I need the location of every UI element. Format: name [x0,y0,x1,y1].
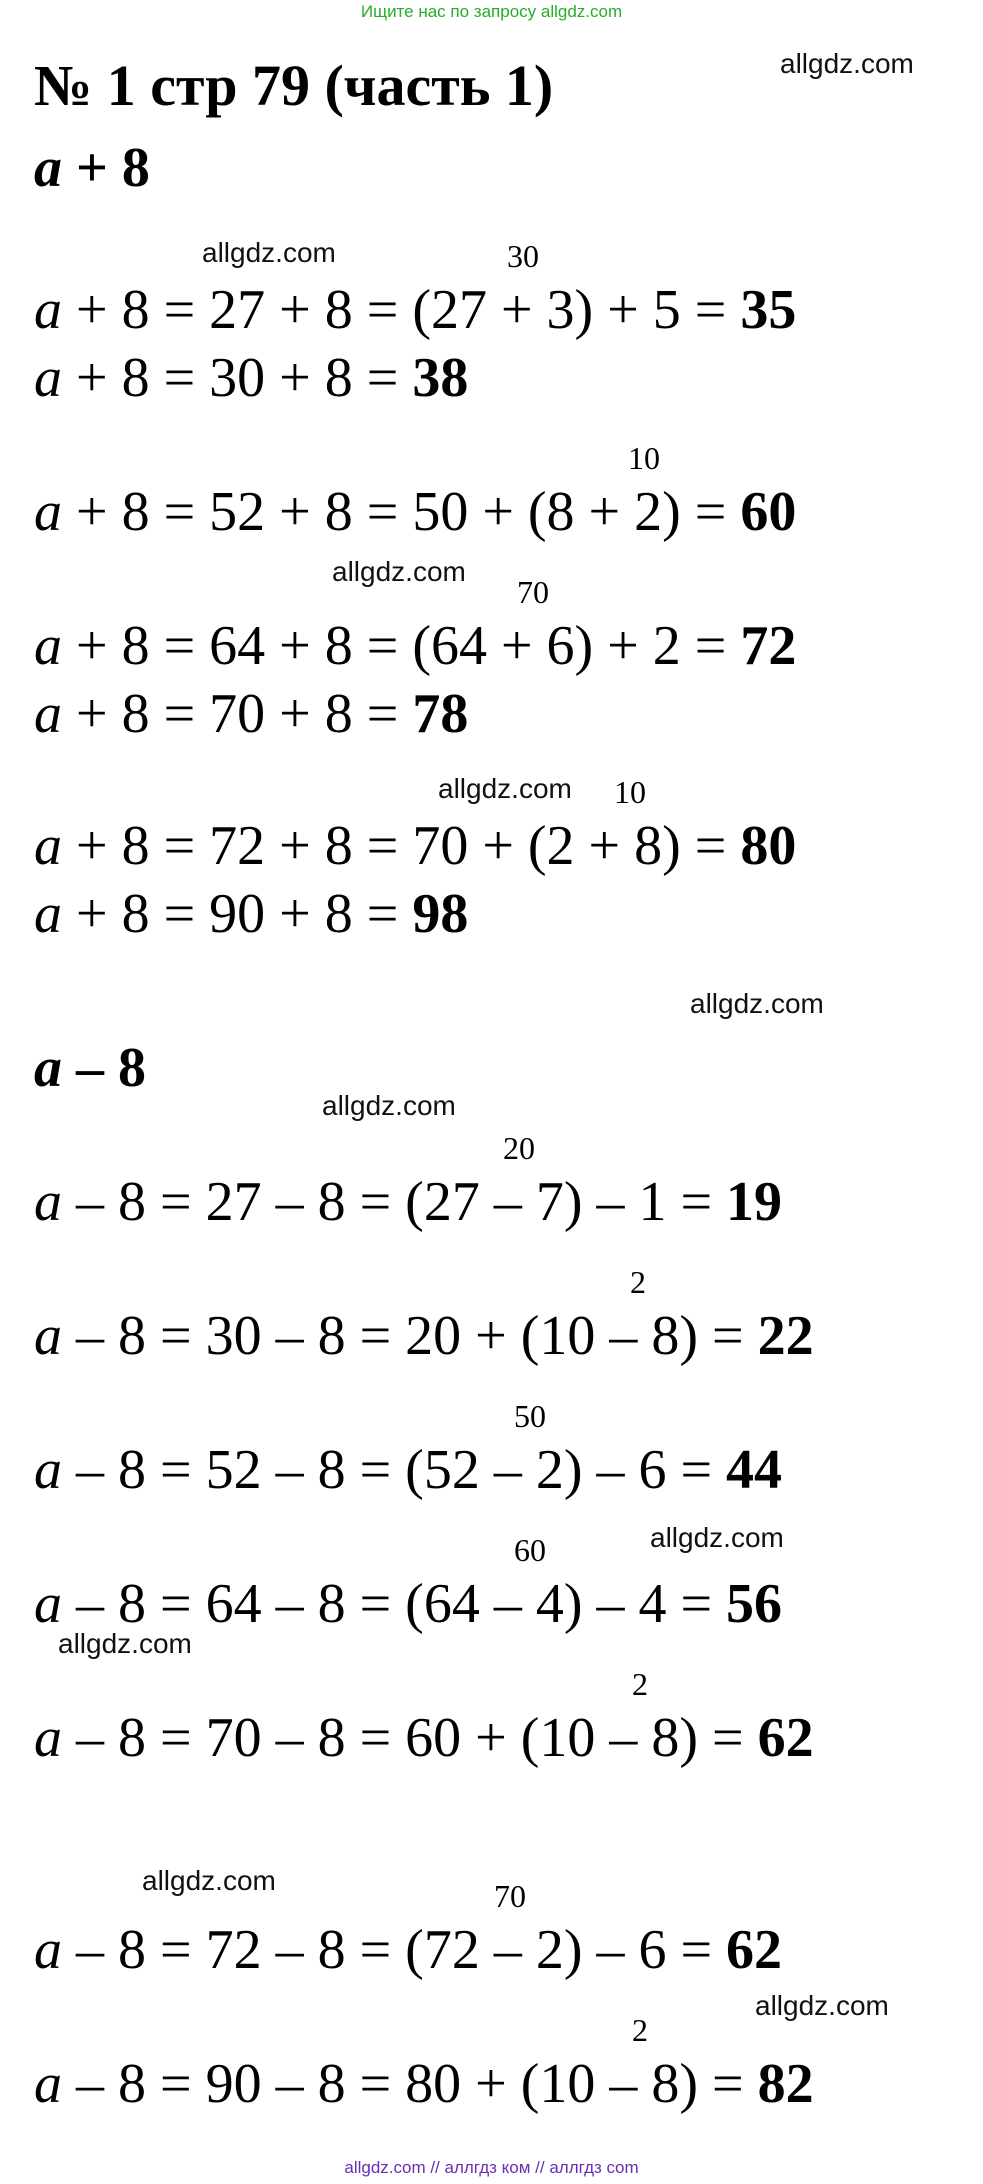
equation-answer: 60 [740,481,797,543]
watermark: allgdz.com [438,773,572,804]
equation-expression: – 8 = 70 – 8 = 60 + (10 – 8) = [62,1707,758,1769]
equation-line [34,883,469,945]
equation-variable: a [34,615,62,677]
equation-line [34,1573,783,1635]
section-variable: a [34,137,62,199]
equation-variable: a [34,347,62,409]
watermark: allgdz.com [780,48,914,79]
watermark: allgdz.com [332,556,466,587]
equation-answer: 56 [726,1573,783,1635]
equation-answer: 44 [726,1439,783,1501]
helper-number: 10 [628,440,660,476]
helper-number: 20 [503,1130,535,1166]
equation-variable: a [34,1919,62,1981]
equation-line [34,1707,814,1769]
equation-answer: 38 [412,347,469,409]
equation-expression: + 8 = 30 + 8 = [62,347,413,409]
equation-answer: 19 [726,1171,783,1233]
equation-answer: 80 [740,815,797,877]
equation-answer: 72 [740,615,797,677]
equation-answer: 82 [757,2053,814,2115]
helper-number: 2 [632,1666,648,1702]
equation-line [34,615,797,677]
equation-answer: 62 [757,1707,814,1769]
equation-expression: – 8 = 64 – 8 = (64 – 4) – 4 = [62,1573,727,1635]
equation-line [34,279,797,341]
equation-variable: a [34,2053,62,2115]
equation-expression: + 8 = 70 + 8 = [62,683,413,745]
equation-line [34,1919,783,1981]
helper-number: 70 [494,1878,526,1914]
section-operation: + 8 [62,137,150,199]
watermark: allgdz.com [650,1522,784,1553]
equation-expression: – 8 = 30 – 8 = 20 + (10 – 8) = [62,1305,758,1367]
watermark: allgdz.com [690,988,824,1019]
page-title: № 1 стр 79 (часть 1) [34,53,554,118]
equation-answer: 98 [412,883,469,945]
equation-expression: + 8 = 27 + 8 = (27 + 3) + 5 = [62,279,741,341]
watermark: allgdz.com [142,1865,276,1896]
top-banner: Ищите нас по запросу allgdz.com [360,2,623,21]
equation-variable: a [34,481,62,543]
footer-links: allgdz.com // аллгдз ком // аллгдз com [344,2158,639,2177]
equation-variable: a [34,1171,62,1233]
equation-line [34,347,469,409]
equation-variable: a [34,815,62,877]
equation-expression: + 8 = 90 + 8 = [62,883,413,945]
helper-number: 60 [514,1532,546,1568]
equation-line [34,1171,783,1233]
equation-line [34,1439,783,1501]
equation-answer: 62 [726,1919,783,1981]
section-operation: – 8 [62,1037,146,1099]
section-heading-subtraction [34,1036,146,1100]
equation-expression: + 8 = 64 + 8 = (64 + 6) + 2 = [62,615,741,677]
equation-line [34,815,797,877]
watermark: allgdz.com [755,1990,889,2021]
watermark: allgdz.com [58,1628,192,1659]
watermark: allgdz.com [202,237,336,268]
equation-line [34,1305,814,1367]
helper-number: 30 [507,238,539,274]
equation-variable: a [34,1439,62,1501]
helper-number: 2 [632,2012,648,2048]
equation-line [34,481,797,543]
equation-variable: a [34,1707,62,1769]
helper-number: 70 [517,574,549,610]
helper-number: 2 [630,1264,646,1300]
equation-line [34,2053,814,2115]
equation-line [34,683,469,745]
equation-expression: + 8 = 72 + 8 = 70 + (2 + 8) = [62,815,741,877]
helper-number: 50 [514,1398,546,1434]
equation-answer: 78 [412,683,469,745]
watermark: allgdz.com [322,1090,456,1121]
equation-expression: – 8 = 27 – 8 = (27 – 7) – 1 = [62,1171,727,1233]
equation-answer: 35 [740,279,797,341]
equation-expression: + 8 = 52 + 8 = 50 + (8 + 2) = [62,481,741,543]
equation-variable: a [34,1305,62,1367]
equation-variable: a [34,279,62,341]
equation-variable: a [34,1573,62,1635]
equation-expression: – 8 = 72 – 8 = (72 – 2) – 6 = [62,1919,727,1981]
equation-expression: – 8 = 90 – 8 = 80 + (10 – 8) = [62,2053,758,2115]
equation-expression: – 8 = 52 – 8 = (52 – 2) – 6 = [62,1439,727,1501]
section-heading-addition [34,136,150,200]
equation-variable: a [34,683,62,745]
equation-answer: 22 [757,1305,814,1367]
helper-number: 10 [614,774,646,810]
equation-variable: a [34,883,62,945]
section-variable: a [34,1037,62,1099]
